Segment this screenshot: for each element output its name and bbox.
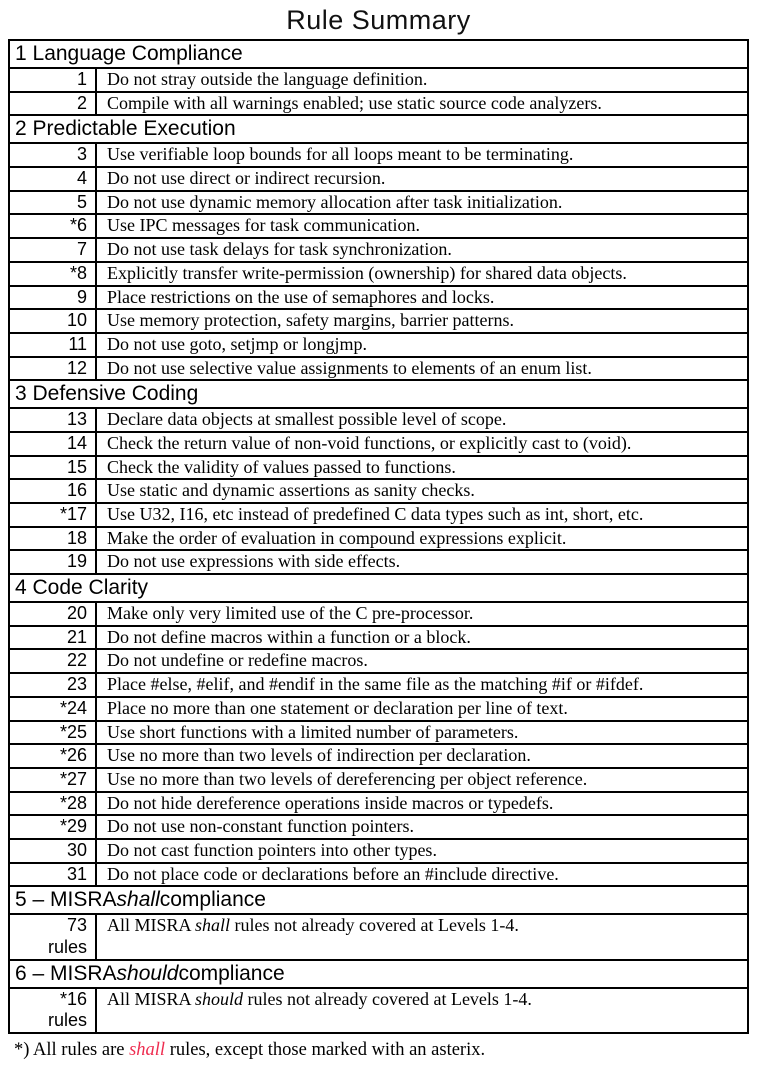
rule-row xyxy=(10,840,747,864)
text-segment: rules not already covered at Levels 1-4. xyxy=(243,988,532,1009)
rule-number-value: 11 xyxy=(68,333,87,354)
text-segment: Do not use non-constant function pointers. xyxy=(107,816,414,837)
rule-text xyxy=(97,722,747,744)
rule-row xyxy=(10,551,747,575)
rule-row xyxy=(10,192,747,216)
text-segment: Do not undefine or redefine macros. xyxy=(107,650,368,671)
rule-row xyxy=(10,433,747,457)
rule-row xyxy=(10,698,747,722)
rule-number xyxy=(10,504,97,526)
rule-number-value: *25 xyxy=(59,721,87,742)
rule-number xyxy=(10,840,97,862)
rule-number xyxy=(10,915,97,958)
rule-number xyxy=(10,192,97,214)
text-segment: Use IPC messages for task communication. xyxy=(107,215,420,236)
text-segment: Do not use goto, setjmp or longjmp. xyxy=(107,333,367,354)
page-title: Rule Summary xyxy=(286,5,471,35)
rule-row xyxy=(10,864,747,888)
text-segment: *) All rules are xyxy=(14,1040,130,1061)
rule-number xyxy=(10,239,97,261)
rule-number-value: 10 xyxy=(66,310,87,331)
rule-text xyxy=(97,144,747,166)
rule-number xyxy=(10,722,97,744)
rule-text xyxy=(97,409,747,431)
text-segment: Place #else, #elif, and #endif in the same file as the matching #if or #ifdef. xyxy=(107,674,644,695)
rule-number-value: 1 xyxy=(76,69,87,89)
rule-row xyxy=(10,239,747,263)
rule-text xyxy=(97,358,747,380)
rule-number-value: 14 xyxy=(66,432,87,453)
text-segment: Do not define macros within a function or a block. xyxy=(107,626,471,647)
rule-number xyxy=(10,627,97,649)
rule-row xyxy=(10,144,747,168)
rule-text xyxy=(97,310,747,332)
text-segment: Do not hide dereference operations inside macros or typedefs. xyxy=(107,792,554,813)
rule-row xyxy=(10,528,747,552)
rule-row xyxy=(10,504,747,528)
rule-text xyxy=(97,263,747,285)
text-segment: Do not use dynamic memory allocation after task initialization. xyxy=(107,191,563,212)
rule-number-value: 23 xyxy=(66,674,87,695)
rule-text xyxy=(97,528,747,550)
rule-number-value: 15 xyxy=(66,456,87,477)
text-segment: Make the order of evaluation in compound expressions explicit. xyxy=(107,527,567,548)
rule-row xyxy=(10,69,747,93)
rule-number xyxy=(10,69,97,91)
rule-row xyxy=(10,915,747,960)
rule-row xyxy=(10,745,747,769)
rule-number-value: 30 xyxy=(66,839,87,860)
rule-number-value: 22 xyxy=(66,650,87,671)
rule-row xyxy=(10,603,747,627)
emphasis-text: should xyxy=(116,961,179,985)
rule-text xyxy=(97,864,747,886)
text-segment: 1 Language Compliance xyxy=(15,42,243,65)
rule-text xyxy=(97,192,747,214)
rule-text xyxy=(97,745,747,767)
emphasis-text: shall xyxy=(195,915,231,936)
rule-number xyxy=(10,551,97,573)
emphasis-text: shall xyxy=(129,1040,166,1061)
rule-text xyxy=(97,457,747,479)
rule-number-value: 9 xyxy=(76,286,87,307)
rule-text xyxy=(97,93,747,115)
text-segment: Do not use selective value assignments to elements of an enum list. xyxy=(107,357,592,378)
rule-number-value: 2 xyxy=(76,92,87,113)
rule-text xyxy=(97,287,747,309)
text-segment: 6 – MISRA xyxy=(15,961,117,985)
rule-number xyxy=(10,603,97,625)
rule-text xyxy=(97,674,747,696)
rule-number xyxy=(10,769,97,791)
rule-number-value: *27 xyxy=(59,768,87,789)
text-segment: 5 – MISRA xyxy=(15,888,117,912)
rule-text xyxy=(97,650,747,672)
rule-number xyxy=(10,650,97,672)
text-segment: Check the return value of non-void functions, or explicitly cast to (void). xyxy=(107,432,632,453)
section-header xyxy=(10,961,747,989)
text-segment: Check the validity of values passed to functions. xyxy=(107,456,456,477)
section-header xyxy=(10,41,747,69)
text-segment: Use short functions with a limited number of parameters. xyxy=(107,721,519,742)
rule-row xyxy=(10,650,747,674)
text-segment: Place no more than one statement or declaration per line of text. xyxy=(107,697,568,718)
rule-number-value: 7 xyxy=(76,239,87,260)
rule-row xyxy=(10,287,747,311)
text-segment: Place restrictions on the use of semaphores and locks. xyxy=(107,286,495,307)
rule-text xyxy=(97,215,747,237)
rule-row xyxy=(10,334,747,358)
rule-row xyxy=(10,989,747,1032)
rule-text xyxy=(97,168,747,190)
text-segment: Use static and dynamic assertions as sanity checks. xyxy=(107,480,475,501)
text-segment: Use no more than two levels of dereferencing per object reference. xyxy=(107,768,588,789)
section-header xyxy=(10,381,747,409)
text-segment: 3 Defensive Coding xyxy=(15,382,199,406)
text-segment: Do not place code or declarations before an #include directive. xyxy=(107,863,559,884)
document-page xyxy=(0,5,757,1071)
rule-number-value: *26 xyxy=(59,745,87,766)
emphasis-text: shall xyxy=(116,888,160,912)
rule-number-value: 18 xyxy=(66,527,87,548)
text-segment: compliance xyxy=(178,961,285,985)
rule-text xyxy=(97,915,747,958)
section-header xyxy=(10,116,747,144)
rule-number-value: *8 xyxy=(69,262,87,283)
rule-number-value: 31 xyxy=(66,863,87,884)
rule-number-value: 5 xyxy=(76,191,87,212)
rule-text xyxy=(97,627,747,649)
rule-number xyxy=(10,358,97,380)
text-segment: 4 Code Clarity xyxy=(15,576,149,600)
text-segment: Do not use direct or indirect recursion. xyxy=(107,168,386,189)
text-segment: Declare data objects at smallest possible level of scope. xyxy=(107,409,507,430)
rule-text xyxy=(97,989,747,1032)
rule-number-value: 3 xyxy=(76,144,87,165)
rule-number-unit: rules xyxy=(47,1010,87,1031)
text-segment: All MISRA xyxy=(107,988,196,1009)
rule-row xyxy=(10,358,747,382)
rule-text xyxy=(97,504,747,526)
rule-number xyxy=(10,433,97,455)
rule-row xyxy=(10,168,747,192)
text-segment: Do not use expressions with side effects. xyxy=(107,551,401,572)
rule-row xyxy=(10,627,747,651)
text-segment: Do not use task delays for task synchronization. xyxy=(107,239,452,260)
text-segment: Do not cast function pointers into other types. xyxy=(107,839,437,860)
rule-text xyxy=(97,69,747,91)
rule-text xyxy=(97,769,747,791)
rule-row xyxy=(10,674,747,698)
rule-number xyxy=(10,793,97,815)
rule-number xyxy=(10,674,97,696)
text-segment: rules not already covered at Levels 1-4. xyxy=(230,915,519,936)
rule-text xyxy=(97,480,747,502)
rule-text xyxy=(97,698,747,720)
rule-text xyxy=(97,793,747,815)
rule-number-value: *16 xyxy=(59,988,87,1009)
rule-row xyxy=(10,93,747,117)
text-segment: All MISRA xyxy=(107,915,196,936)
section-header xyxy=(10,575,747,603)
rule-row xyxy=(10,457,747,481)
rule-number xyxy=(10,457,97,479)
rule-text xyxy=(97,433,747,455)
emphasis-text: should xyxy=(195,988,244,1009)
text-segment: 2 Predictable Execution xyxy=(15,117,236,141)
rule-number xyxy=(10,528,97,550)
text-segment: rules, except those marked with an asterix. xyxy=(165,1040,486,1061)
rule-row xyxy=(10,310,747,334)
rule-number-unit: rules xyxy=(47,937,87,958)
rule-number-value: *28 xyxy=(59,792,87,813)
rule-row xyxy=(10,769,747,793)
rule-number-value: 13 xyxy=(66,409,87,430)
rule-number-value: *24 xyxy=(59,697,87,718)
text-segment: Do not stray outside the language definition. xyxy=(107,69,428,89)
text-segment: Use memory protection, safety margins, barrier patterns. xyxy=(107,310,515,331)
rule-row xyxy=(10,480,747,504)
rule-number xyxy=(10,263,97,285)
rule-text xyxy=(97,239,747,261)
text-segment: Make only very limited use of the C pre-processor. xyxy=(107,603,474,624)
rule-number-value: *17 xyxy=(59,504,87,524)
text-segment: Use no more than two levels of indirection per declaration. xyxy=(107,745,531,766)
rule-number xyxy=(10,287,97,309)
rule-text xyxy=(97,603,747,625)
rule-number-value: *6 xyxy=(69,215,87,236)
rule-number-value: 21 xyxy=(66,626,87,647)
rule-number xyxy=(10,816,97,838)
rule-number xyxy=(10,168,97,190)
text-segment: Explicitly transfer write-permission (ownership) for shared data objects. xyxy=(107,262,627,283)
rule-number xyxy=(10,864,97,886)
rule-text xyxy=(97,840,747,862)
rule-text xyxy=(97,816,747,838)
rule-number xyxy=(10,698,97,720)
rule-row xyxy=(10,215,747,239)
section-header xyxy=(10,887,747,915)
rule-number xyxy=(10,334,97,356)
rule-number xyxy=(10,310,97,332)
rule-number-value: *29 xyxy=(59,816,87,837)
rule-text xyxy=(97,334,747,356)
rule-summary-table xyxy=(8,39,749,1034)
text-segment: compliance xyxy=(159,888,266,912)
rule-number-value: 73 xyxy=(66,915,87,936)
rule-number xyxy=(10,215,97,237)
rule-row xyxy=(10,263,747,287)
rule-number xyxy=(10,480,97,502)
rule-number xyxy=(10,144,97,166)
rule-row xyxy=(10,409,747,433)
rule-number xyxy=(10,989,97,1032)
rule-number xyxy=(10,409,97,431)
rule-row xyxy=(10,793,747,817)
text-segment: Use U32, I16, etc instead of predefined C data types such as int, short, etc. xyxy=(107,504,644,524)
rule-number-value: 4 xyxy=(76,168,87,189)
footnote xyxy=(14,1039,757,1062)
rule-number-value: 12 xyxy=(66,357,87,378)
rule-number xyxy=(10,93,97,115)
text-segment: Use verifiable loop bounds for all loops meant to be terminating. xyxy=(107,144,574,165)
rule-number xyxy=(10,745,97,767)
rule-number-value: 19 xyxy=(66,551,87,572)
rule-text xyxy=(97,551,747,573)
rule-number-value: 20 xyxy=(66,603,87,624)
rule-row xyxy=(10,722,747,746)
rule-row xyxy=(10,816,747,840)
rule-number-value: 16 xyxy=(66,480,87,501)
text-segment: Compile with all warnings enabled; use static source code analyzers. xyxy=(107,92,602,113)
